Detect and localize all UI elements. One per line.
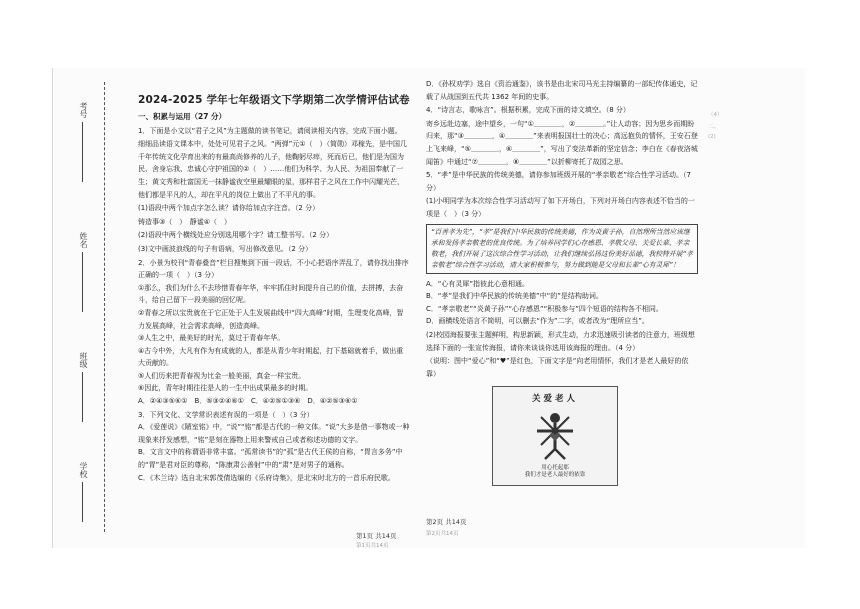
right-column (426, 78, 698, 486)
binding-school-label: 学校 (79, 462, 88, 478)
question-2-item: ①那么，我们为什么不去珍惜青春年华，牢牢抓住时间提升自己的价值，去拼搏，去奋斗，给自己留下一段美丽的回忆呢。 (138, 283, 404, 305)
binding-dashed-line (104, 82, 105, 532)
question-2-item: ③人生之中，最美好的时光，莫过于青春年华。 (138, 334, 285, 343)
question-5: 5．“孝”是中华民族的传统美德，请你参加班级开展的“孝亲敬老”综合性学习活动。（7 分） (426, 171, 691, 192)
page-1-footer: 第1页 共14页 (356, 532, 397, 540)
binding-name-blank[interactable] (82, 252, 83, 312)
question-2-item: ②青春之所以宝贵就在于它正处于人生发展曲线中“四大高峰”时期，生理变化高峰，智力发展高峰，社会需求高峰，创造高峰。 (138, 308, 404, 330)
question-5-option-c[interactable]: C．“孝亲敬老”“炎黄子孙”“心存感恩”“积极参与”四个短语的结构各不相同。 (426, 304, 663, 313)
question-5-2: (2)校园海报要张主题鲜明，构思新颖，形式生动，力求迅速吸引读者的注意力，班级想选择下面的一张宣传海报，请你来谈谈你选用该海报的理由。（4 分） (426, 330, 695, 352)
question-5-2-hint: （说明：图中“爱心”和“♥”是红色，下面文字是“向老用情怀，我们才是老人最好的依靠） (426, 357, 689, 378)
question-5-option-d[interactable]: D．画横线处语言不简明，可以删去“作为”二字，或者改为“理所应当”。 (426, 317, 649, 326)
elder-care-figure-icon (527, 409, 583, 461)
binding-margin (60, 82, 122, 532)
binding-school-blank[interactable] (82, 482, 83, 522)
bleed-through-mark: 二、 (708, 124, 720, 130)
binding-seat-label: 考号 (79, 102, 88, 118)
question-2-item: ⑤人们历来把青春视为比金一般美丽，真金一样宝贵。 (138, 371, 306, 380)
question-1-1-words[interactable]: 铸造事③（ ） 静谧④（ ） (138, 217, 232, 226)
question-5-option-b[interactable]: B．“孝”是我们中华民族的传统美德”中“的”是结构助词。 (426, 292, 603, 301)
question-1-1: (1)语段中两个加点字怎么读？请你给加点字注音。（2 分） (138, 204, 320, 213)
binding-name-label: 姓名 (79, 232, 88, 248)
question-2: 2．小景为校刊“青春叠音”栏目搜集到下面一段话，不小心把语序弄乱了，请你找出排序正确的一项（ ）（3 分） (138, 258, 409, 280)
question-2-item: ⑥因此，青年时期往往是人的一生中出成果最多的时期。 (138, 384, 313, 393)
question-1-3: (3)文中画波浪线的句子有语病，写出修改意见。（2 分） (138, 244, 313, 253)
poster-title: 关爱老人 (531, 394, 578, 405)
bleed-through-mark: (2) (708, 134, 716, 140)
poster-caption: 用心托起那 我们才是老人最好的依靠 (524, 465, 586, 479)
question-3: 3．下列文化、文学常识表述有误的一项是（ ）（3 分） (138, 410, 314, 419)
question-1-intro: 1．下面是小文以“君子之风”为主题做的读书笔记，请阅读相关内容，完成下面小题。 (138, 126, 402, 135)
binding-class-blank[interactable] (82, 372, 83, 422)
page-1-faint-footer: 第1页共14页 (356, 543, 389, 549)
question-3-option-d[interactable]: D．《孙权劝学》选自《资治通鉴》，该书是由北宋司马光主持编纂的一部纪传体通史，记载了从战国到五代共 1362 年间的史事。 (426, 80, 698, 101)
exam-title: 2024-2025 学年七年级语文下学期第二次学情评估试卷 (138, 94, 410, 106)
question-3-option-c[interactable]: C．《木兰诗》选自北宋郭茂倩选编的《乐府诗集》，是北宋时北方的一首乐府民歌。 (138, 473, 395, 482)
page-2-faint-footer: 第2页共14页 (426, 531, 459, 537)
question-5-1: (1)小明同学为本次综合性学习活动写了如下开场白，下列对开场白内容表述不恰当的一项是（ ）（3 分） (426, 197, 695, 218)
question-2-item: ④古今中外，大凡有作为有成就的人，都是从青少年时期起，打下基础就着手，做出重大贡献的。 (138, 346, 404, 368)
opening-speech-box (426, 224, 698, 274)
bleed-through-mark: （4） (708, 112, 723, 118)
binding-seat-blank[interactable] (82, 122, 83, 182)
question-4-fill-text[interactable]: 寄乡远赴边塞，途中望乡，一句“①＿＿＿＿，②＿＿＿＿。”让人动容；因为思乡而期盼归来，那“③＿＿＿＿，④＿＿＿＿”来表明报国壮士的决心；高远抱负的情怀，王安石登上飞来峰，“⑤＿＿＿＿，⑥＿＿＿＿”，写出了变法革新的坚定信念；李白在《春夜洛城闻笛》中通过“⑦＿＿＿＿，⑧＿＿＿＿”以折柳寄托了故园之思。 (426, 119, 698, 166)
left-column (138, 92, 410, 484)
section-1-heading: 一、积累与运用（27 分） (138, 112, 227, 121)
question-3-option-b[interactable]: B．文言文中的称谓语非常丰富。“孤常读书”的“孤”是古代王侯的自称，“胃言多务”中的“胃”是君对臣的尊称，“陈康肃公善射”中的“肃”是对男子的通称。 (138, 448, 403, 470)
opening-speech-text: “百善孝为先”，“孝”是我们中华民族的传统美德，作为炎黄子孙，自然理所当然应该继承和发扬孝亲敬老的优良传统。为了培养同学们心存感恩、孝敬父母、关爱长辈、孝亲敬老，我们开展了这次综合性学习活动，让我们继续弘扬这份美好品德，我校特开展“孝亲敬老”综合性学习活动，请大家积极参与，努力做到能是父母和长辈“心有灵犀”！ (431, 227, 693, 269)
page-2-footer: 第2页 共14页 (426, 518, 467, 526)
question-1-passage: 细细品读语文课本中，处处可见君子之风。“两弹”元①（ ）（简勋）邓稼先，是中国几千年传统文化孕育出来的有最高尚修养的儿子，他鞠躬尽瘁，死而后已，他们是为国为民、舍身忘我、忠诚心守护祖国的②（ ）……他们为科学、为人民、为祖国奉献了一生；黄文秀和杜富国无一抹静谧夜空里最耀眼的星，那样君子之风在工作中闪耀光芒，他们都是平凡的人，却在平凡的岗位上做出了不平凡的事。 (138, 140, 408, 199)
question-5-option-a[interactable]: A．“心有灵犀”指彼此心意相通。 (426, 279, 530, 288)
question-4: 4．“诗言志，歌咏言”。根据积累，完成下面的诗文填空。（8 分） (426, 106, 630, 115)
question-2-options[interactable]: A．②④③⑤⑥① B．⑤③②④⑥① C．④②⑤①③⑥ D．④②⑤③⑥① (138, 397, 358, 406)
elder-care-poster (492, 386, 618, 486)
question-1-2: (2)语段中两个横线处应分别选用哪个字？请工整书写。（2 分） (138, 231, 334, 240)
binding-class-label: 班级 (79, 352, 88, 368)
question-3-option-a[interactable]: A．《爱莲说》《陋室铭》中，“说”“铭”都是古代的一种文体。“说”大多是借一事物或一种现象来抒发感想，“铭”是刻在器物上用来警戒自己或者称述功德的文字。 (138, 423, 410, 444)
